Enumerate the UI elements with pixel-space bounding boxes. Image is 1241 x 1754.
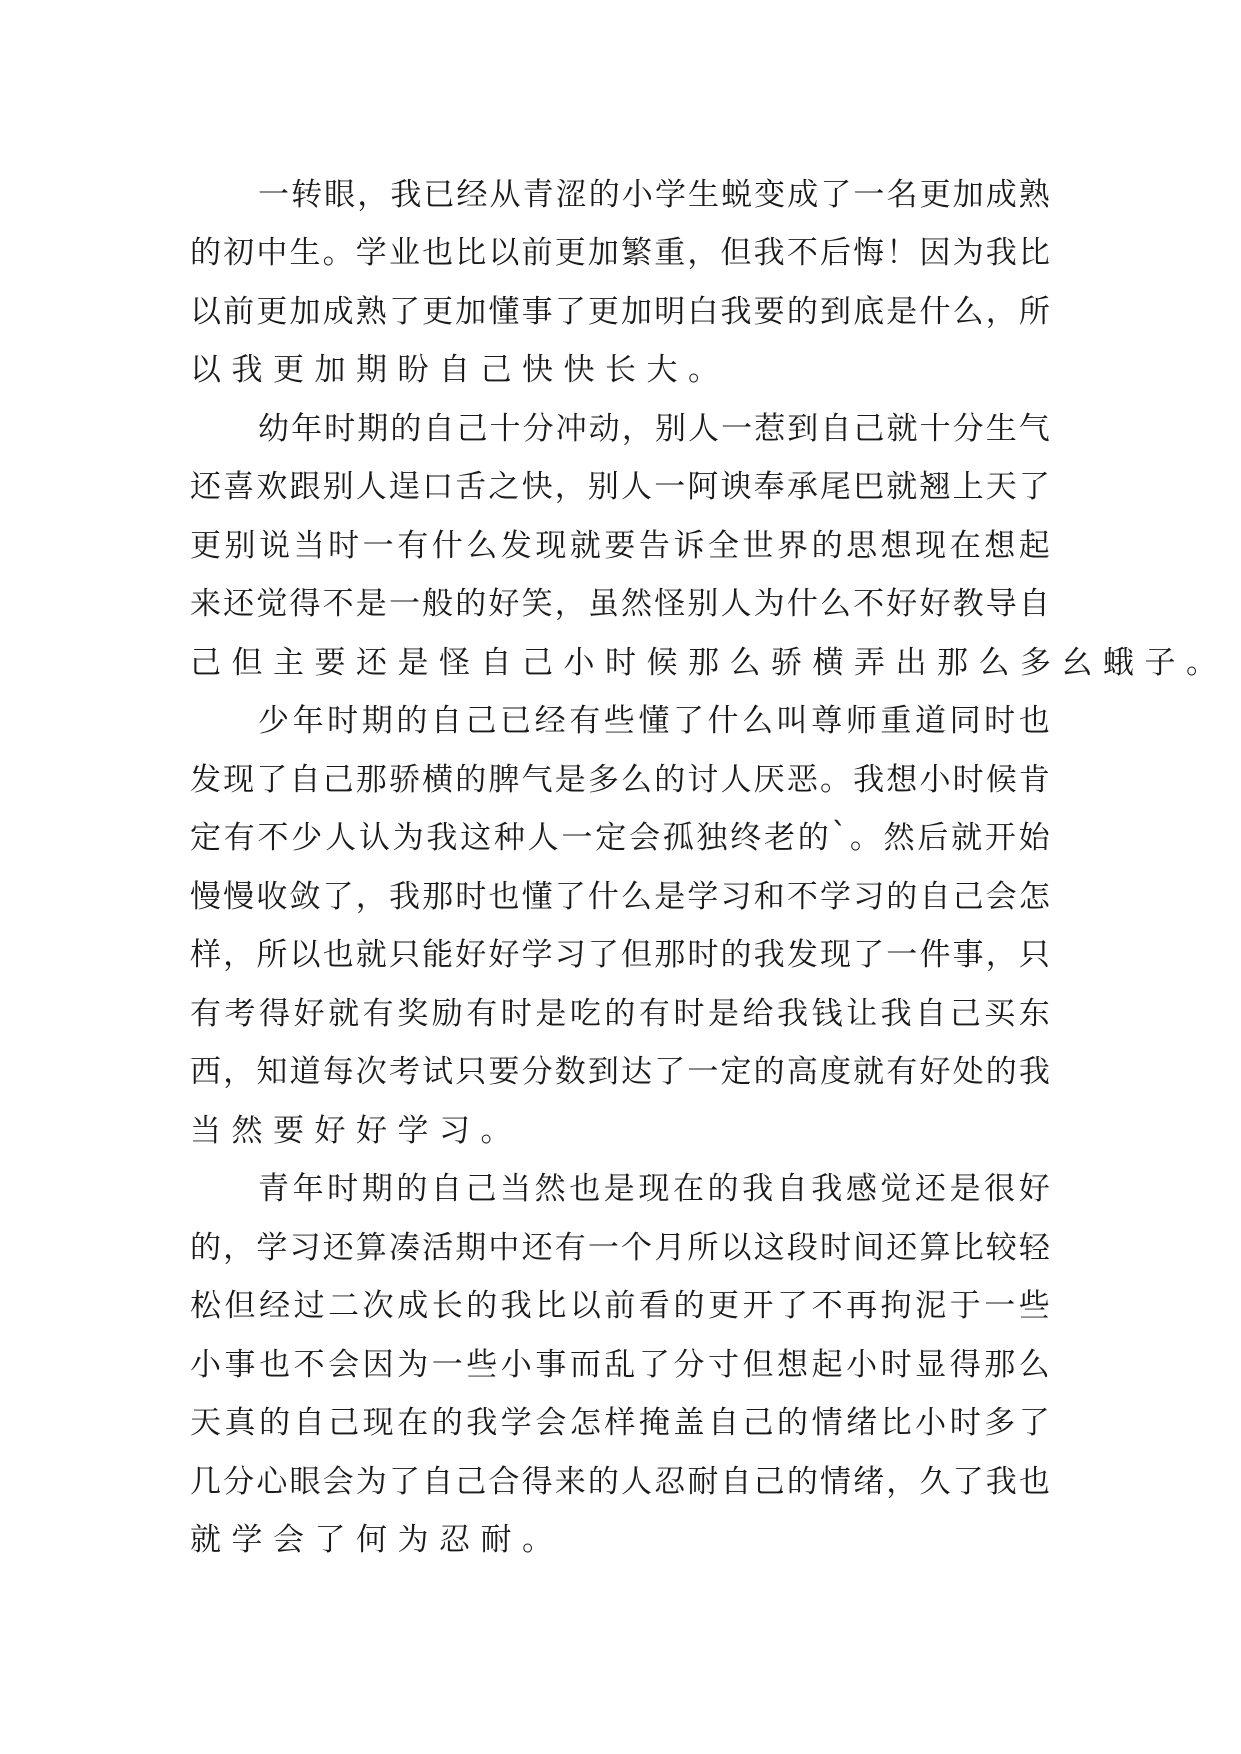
text-line: 有 考 得 好 就 有 奖 励 有 时 是 吃 的 有 时 是 给 我 钱 让 我 自 己 买 东 [190,995,1050,1032]
text-line: 天 真 的 自 己 现 在 的 我 学 会 怎 样 掩 盖 自 己 的 情 绪 比 小 时 多 了 [190,1405,1050,1442]
text-line: 幼 年 时 期 的 自 己 十 分 冲 动 ， 别 人 一 惹 到 自 己 就 十 分 生 气 [258,410,1050,447]
text-line: 定 有 不 少 人 认 为 我 这 种 人 一 定 会 孤 独 终 老 的 ` 。 然 后 就 开 始 [190,816,1050,857]
text-line: 当 然 要 好 好 学 习 。 [190,1112,512,1149]
text-line: 几 分 心 眼 会 为 了 自 己 合 得 来 的 人 忍 耐 自 己 的 情 绪 ， 久 了 我 也 [190,1463,1050,1500]
text-line: 松 但 经 过 二 次 成 长 的 我 比 以 前 看 的 更 开 了 不 再 拘 泥 于 一 些 [190,1288,1050,1325]
text-line: 的 初 中 生 。 学 业 也 比 以 前 更 加 繁 重 ， 但 我 不 后 悔 ！ 因 为 我 比 [190,235,1050,272]
text-line: 以 我 更 加 期 盼 自 己 快 快 长 大 。 [190,352,719,389]
paragraph-1 [190,162,1050,396]
text-line: 发 现 了 自 己 那 骄 横 的 脾 气 是 多 么 的 讨 人 厌 恶 。 我 想 小 时 候 肯 [190,761,1050,798]
essay-body [190,162,1217,1566]
text-line: 小 事 也 不 会 因 为 一 些 小 事 而 乱 了 分 寸 但 想 起 小 时 显 得 那 么 [190,1346,1050,1383]
text-line: 的 ， 学 习 还 算 凑 活 期 中 还 有 一 个 月 所 以 这 段 时 间 还 算 比 较 轻 [190,1229,1050,1266]
text-line: 己 但 主 要 还 是 怪 自 己 小 时 候 那 么 骄 横 弄 出 那 么 多 幺 蛾 子 。 [190,644,1217,681]
text-line: 更 别 说 当 时 一 有 什 么 发 现 就 要 告 诉 全 世 界 的 思 想 现 在 想 起 [190,527,1050,564]
text-line: 少 年 时 期 的 自 己 已 经 有 些 懂 了 什 么 叫 尊 师 重 道 同 时 也 [258,703,1050,740]
text-line: 还 喜 欢 跟 别 人 逞 口 舌 之 快 ， 别 人 一 阿 谀 奉 承 尾 巴 就 翘 上 天 了 [190,469,1050,506]
text-line: 以 前 更 加 成 熟 了 更 加 懂 事 了 更 加 明 白 我 要 的 到 底 是 什 么 ， 所 [190,293,1050,330]
text-line: 样 ， 所 以 也 就 只 能 好 好 学 习 了 但 那 时 的 我 发 现 了 一 件 事 ， 只 [190,937,1050,974]
text-line: 一 转 眼 ， 我 已 经 从 青 涩 的 小 学 生 蜕 变 成 了 一 名 更 加 成 熟 [258,176,1050,213]
text-line: 慢 慢 收 敛 了 ， 我 那 时 也 懂 了 什 么 是 学 习 和 不 学 习 的 自 己 会 怎 [190,878,1050,915]
paragraph-4 [190,1157,1050,1567]
paragraph-2 [190,396,1217,689]
text-line: 西 ， 知 道 每 次 考 试 只 要 分 数 到 达 了 一 定 的 高 度 就 有 好 处 的 我 [190,1054,1050,1091]
text-line: 就 学 会 了 何 为 忍 耐 。 [190,1522,553,1559]
text-line: 来 还 觉 得 不 是 一 般 的 好 笑 ， 虽 然 怪 别 人 为 什 么 不 好 好 教 导 自 [190,586,1050,623]
text-line: 青 年 时 期 的 自 己 当 然 也 是 现 在 的 我 自 我 感 觉 还 是 很 好 [258,1171,1050,1208]
paragraph-3 [190,689,1050,1157]
